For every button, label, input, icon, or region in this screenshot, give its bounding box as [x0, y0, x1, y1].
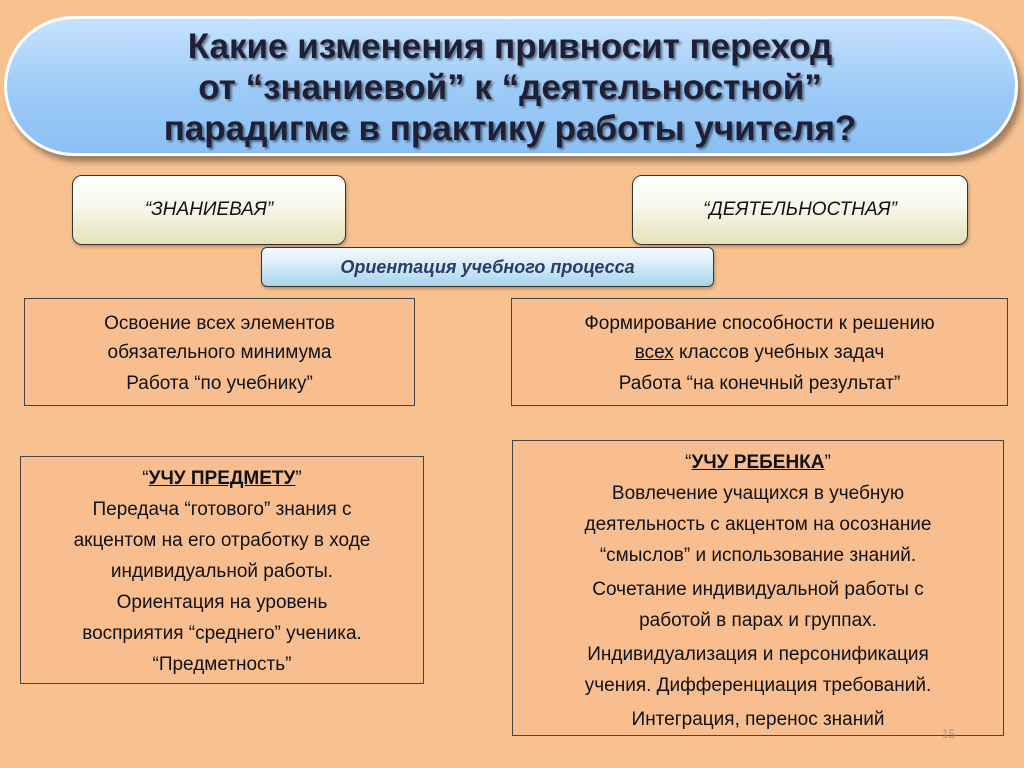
quote-close: ”	[295, 468, 302, 489]
box-heading	[21, 463, 423, 494]
text-fragment: классов учебных задач	[673, 342, 885, 363]
slide-title	[90, 26, 930, 149]
text-line: Ориентация на уровень	[116, 592, 328, 613]
activity-orientation-box	[511, 298, 1008, 406]
text-line	[512, 338, 1007, 367]
box-heading	[513, 447, 1003, 478]
text-line: “Предметность”	[152, 654, 292, 675]
title-line-2: от “знаниевой” к “деятельностной”	[198, 68, 822, 107]
text-line: обязательного минимума	[107, 342, 332, 363]
text-line: “смыслов” и использование знаний.	[599, 545, 917, 566]
activity-paradigm-header: “ДЕЯТЕЛЬНОСТНАЯ”	[632, 175, 968, 245]
underlined-word: всех	[634, 342, 674, 363]
text-line: Индивидуализация и персонификация	[587, 644, 929, 665]
quote-open: “	[142, 468, 149, 489]
text-line: Интеграция, перенос знаний	[631, 709, 885, 730]
text-line: учения. Дифференциация требований.	[584, 675, 932, 696]
heading-text: УЧУ ПРЕДМЕТУ	[148, 468, 296, 489]
page-number: 15	[942, 727, 956, 741]
text-line: работой в парах и группах.	[639, 610, 877, 631]
text-line: Передача “готового” знания с	[92, 499, 352, 520]
text-line: индивидуальной работы.	[110, 561, 334, 582]
text-line: акцентом на его отработку в ходе	[73, 530, 371, 551]
text-line: восприятия “среднего” ученика.	[82, 623, 362, 644]
teach-subject-box	[20, 456, 424, 684]
heading-text: УЧУ РЕБЕНКА	[691, 452, 825, 473]
text-line: деятельность с акцентом на осознание	[584, 514, 932, 535]
text-line: Освоение всех элементов	[104, 313, 335, 334]
quote-open: “	[685, 452, 692, 473]
knowledge-paradigm-header: “ЗНАНИЕВАЯ”	[72, 175, 346, 245]
text-line: Вовлечение учащихся в учебную	[611, 483, 905, 504]
text-line: Формирование способности к решению	[584, 313, 935, 334]
text-line: Сочетание индивидуальной работы с	[592, 579, 924, 600]
teach-child-box	[512, 440, 1004, 736]
text-line: Работа “по учебнику”	[126, 373, 313, 394]
quote-close: ”	[824, 452, 831, 473]
title-line-3: парадигме в практику работы учителя?	[163, 109, 857, 148]
title-line-1: Какие изменения привносит переход	[187, 27, 833, 66]
orientation-label: Ориентация учебного процесса	[261, 247, 714, 287]
text-line: Работа “на конечный результат”	[618, 373, 901, 394]
knowledge-orientation-box	[24, 298, 415, 406]
